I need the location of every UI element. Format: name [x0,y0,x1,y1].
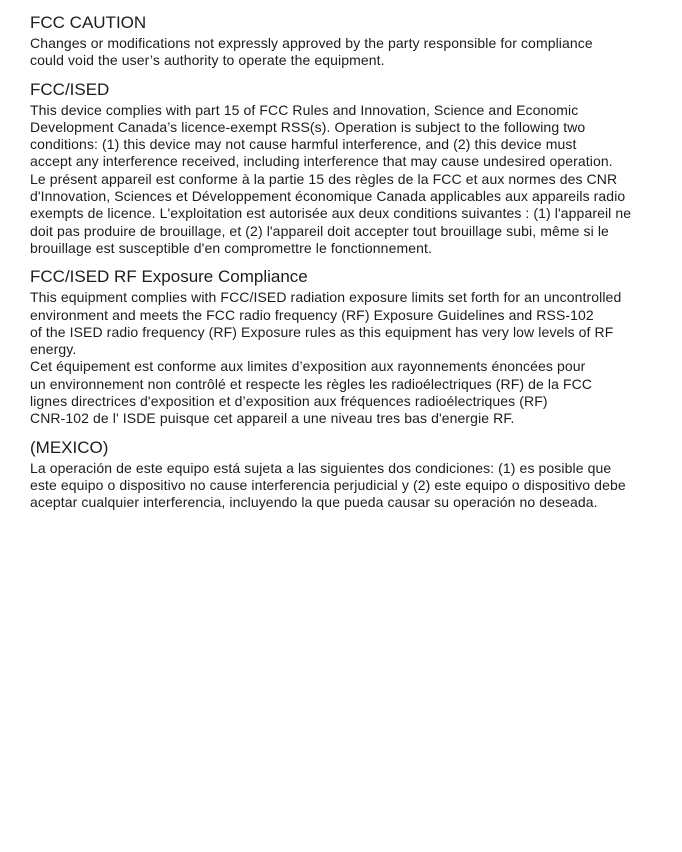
text-line: This equipment complies with FCC/ISED radiation exposure limits set forth for an uncontrolled [30,289,622,306]
text-line: lignes directrices d'exposition et d’exposition aux fréquences radioélectriques (RF) [30,393,548,410]
section-heading: (MEXICO) [30,437,109,457]
text-line: of the ISED radio frequency (RF) Exposure rules as this equipment has very low levels of RF [30,323,614,340]
text-line: aceptar cualquier interferencia, incluyendo la que pueda causar su operación no deseada. [30,494,598,511]
text-line: energy. [30,341,77,358]
section-heading: FCC/ISED RF Exposure Compliance [30,267,308,287]
text-line: Cet équipement est conforme aux limites d’exposition aux rayonnements énoncées pour [30,358,586,375]
section-rf-exposure-compliance [30,267,667,427]
text-line: accept any interference received, including interference that may cause undesired operation. [30,153,613,170]
text-line: Development Canada’s licence-exempt RSS(s). Operation is subject to the following two [30,118,586,135]
section-fcc-caution [30,13,667,70]
text-line: CNR-102 de l' ISDE puisque cet appareil a une niveau tres bas d'energie RF. [30,410,515,427]
text-line: environment and meets the FCC radio frequency (RF) Exposure Guidelines and RSS-102 [30,306,594,323]
text-line: La operación de este equipo está sujeta a las siguientes dos condiciones: (1) es posible que [30,459,612,476]
text-line: d'Innovation, Sciences et Développement économique Canada applicables aux appareils radio [30,188,626,205]
section-fcc-ised [30,80,667,258]
text-line: brouillage est susceptible d'en compromettre le fonctionnement. [30,239,432,256]
section-heading: FCC CAUTION [30,13,147,32]
text-line: doit pas produire de brouillage, et (2) l'appareil doit accepter tout brouillage subi, même si le [30,222,609,239]
text-line: Changes or modifications not expressly approved by the party responsible for compliance [30,35,593,51]
section-heading: FCC/ISED [30,79,110,99]
text-line: This device complies with part 15 of FCC Rules and Innovation, Science and Economic [30,101,579,118]
text-line: un environnement non contrôlé et respecte les règles les radioélectriques (RF) de la FCC [30,375,593,392]
text-line: Le présent appareil est conforme à la partie 15 des règles de la FCC et aux normes des CNR [30,170,618,187]
text-line: could void the user’s authority to operate the equipment. [30,52,385,69]
text-line: este equipo o dispositivo no cause interferencia perjudicial y (2) este equipo o dispositivo debe [30,476,626,493]
text-line: exempts de licence. L'exploitation est autorisée aux deux conditions suivantes : (1) l'appareil ne [30,205,632,222]
section-mexico [30,438,667,512]
text-line: conditions: (1) this device may not cause harmful interference, and (2) this device must [30,136,577,153]
